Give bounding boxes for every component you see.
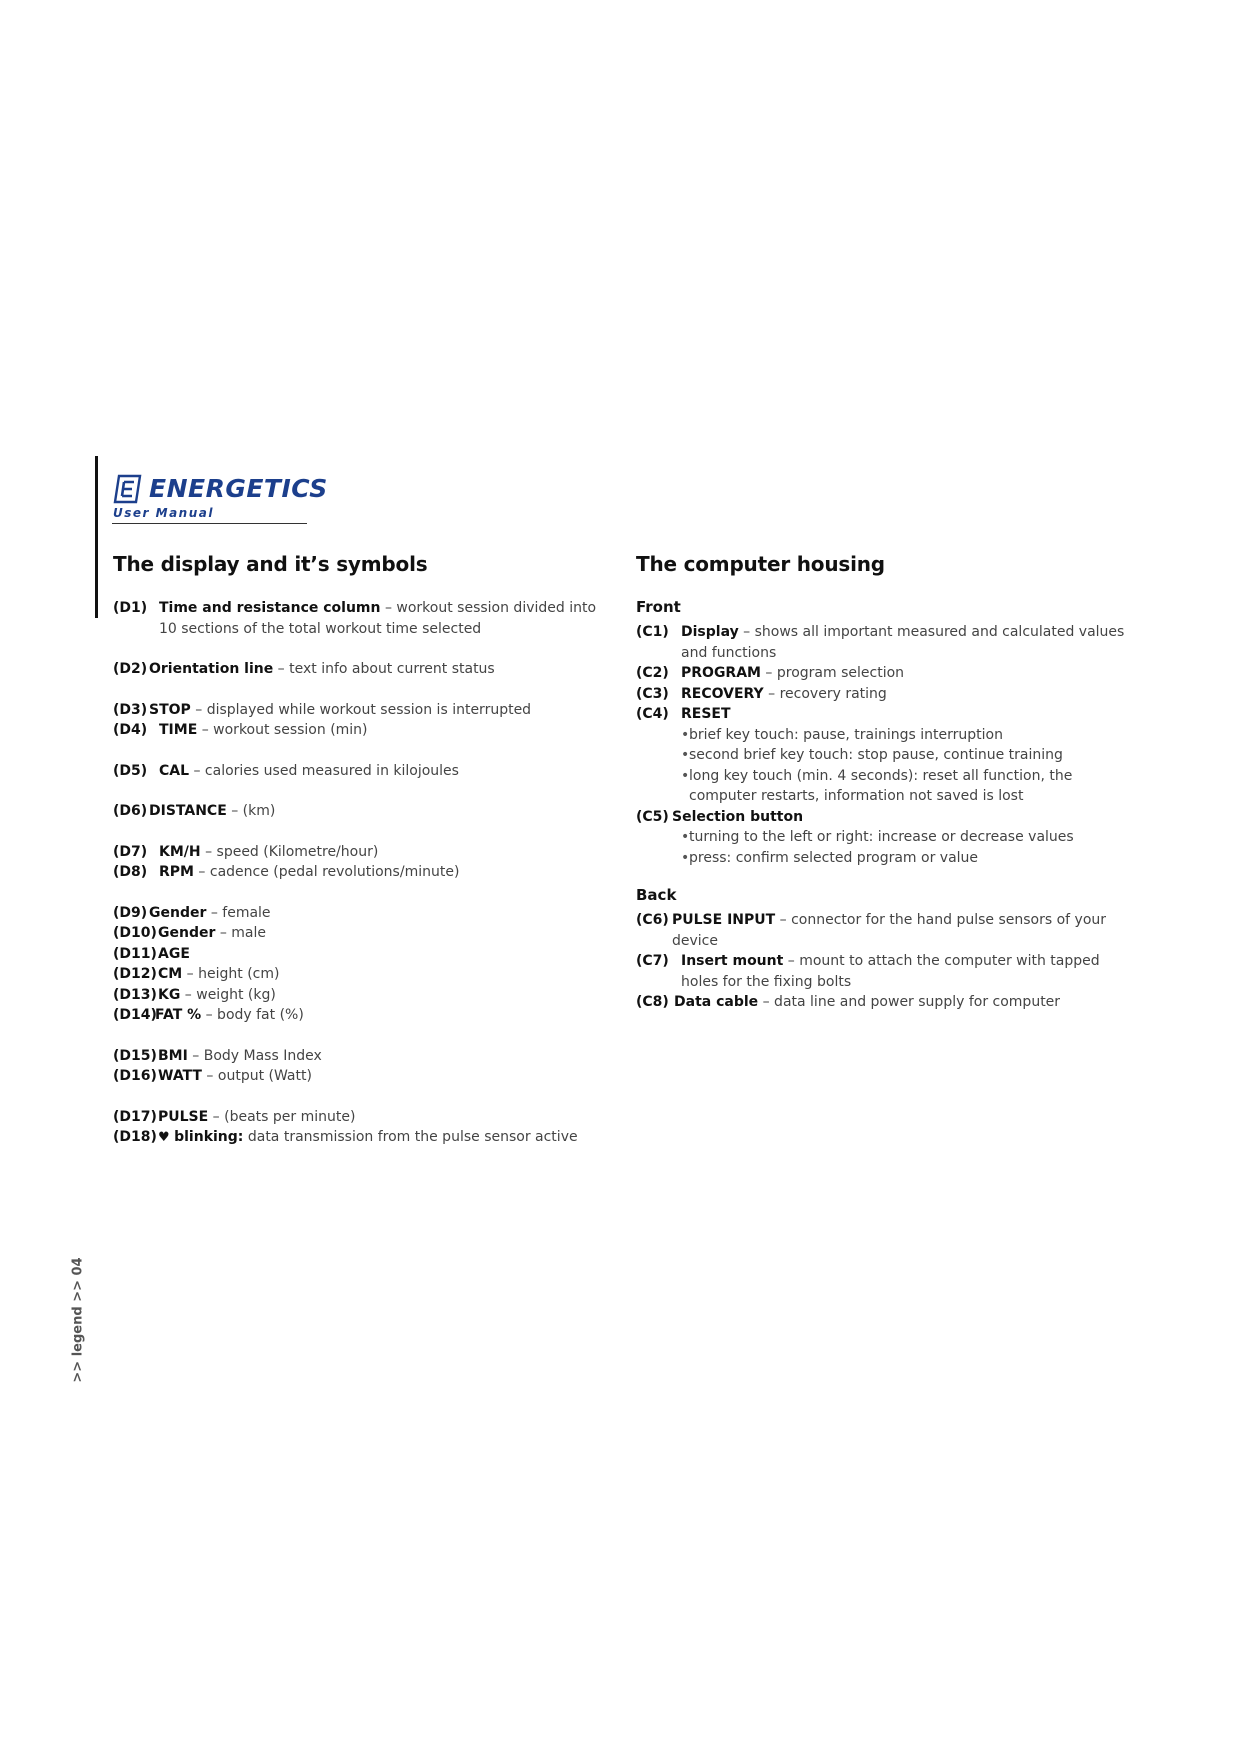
legend-item-d6: (D6) DISTANCE – (km) xyxy=(113,803,276,819)
reset-bullet: • second brief key touch: stop pause, continue training xyxy=(681,745,1136,766)
legend-item-d14: (D14) FAT % – body fat (%) xyxy=(113,1007,304,1023)
legend-item-d5: (D5) CAL – calories used measured in kilojoules xyxy=(113,762,459,779)
housing-item-c8: (C8) Data cable – data line and power supply for computer xyxy=(636,994,1061,1010)
housing-item-c1: (C1) Display – shows all important measured and calculated values and functions xyxy=(636,624,1125,661)
back-subheading: Back xyxy=(636,886,677,904)
brand-logo xyxy=(112,472,328,524)
housing-item-c7: (C7) Insert mount – mount to attach the computer with tapped holes for the fixing bolts xyxy=(636,953,1100,990)
brand-subtitle: User Manual xyxy=(113,506,214,520)
reset-bullet: • brief key touch: pause, trainings interruption xyxy=(681,725,1136,746)
legend-item-d13: (D13) KG – weight (kg) xyxy=(113,986,276,1003)
legend-item-d11: (D11) AGE xyxy=(113,945,190,962)
legend-item-d18: (D18) ♥ blinking: data transmission from the pulse sensor active xyxy=(113,1129,578,1145)
legend-item-d1: (D1) Time and resistance column – workout session divided into 10 sections of the total workout time selected xyxy=(113,600,597,637)
legend-item-d9: (D9) Gender – female xyxy=(113,904,271,921)
housing-item-c2: (C2) PROGRAM – program selection xyxy=(636,665,905,681)
legend-item-d16: (D16) WATT – output (Watt) xyxy=(113,1068,312,1084)
logo-underline xyxy=(112,523,307,524)
legend-item-d7: (D7) KM/H – speed (Kilometre/hour) xyxy=(113,843,379,860)
display-symbols-section xyxy=(113,552,613,1149)
brand-name: ENERGETICS xyxy=(149,474,328,503)
legend-item-d8: (D8) RPM – cadence (pedal revolutions/minute) xyxy=(113,864,460,880)
section-heading-housing: The computer housing xyxy=(636,552,885,576)
legend-item-d4: (D4) TIME – workout session (min) xyxy=(113,722,368,738)
selection-bullet: • turning to the left or right: increase or decrease values xyxy=(681,827,1136,848)
margin-rule xyxy=(95,456,98,618)
selection-bullet: • press: confirm selected program or value xyxy=(681,848,1136,869)
legend-item-d10: (D10) Gender – male xyxy=(113,925,266,941)
front-subheading: Front xyxy=(636,598,681,616)
computer-housing-section xyxy=(636,552,1136,1013)
page-side-label: >> legend >> 04 xyxy=(70,1257,86,1383)
legend-item-d17: (D17) PULSE – (beats per minute) xyxy=(113,1108,356,1125)
energetics-logo-icon xyxy=(112,474,142,504)
housing-item-c5: (C5) Selection button • turning to the left or right: increase or decrease values • press: confirm selected program or value xyxy=(636,807,1136,869)
heart-icon: ♥ xyxy=(158,1130,170,1145)
section-heading-display: The display and it’s symbols xyxy=(113,552,428,576)
legend-item-d12: (D12) CM – height (cm) xyxy=(113,966,280,982)
reset-bullet: • long key touch (min. 4 seconds): reset all function, the computer restarts, information not saved is lost xyxy=(681,766,1136,807)
legend-item-d2: (D2) Orientation line – text info about current status xyxy=(113,661,495,677)
housing-item-c6: (C6) PULSE INPUT – connector for the hand pulse sensors of your device xyxy=(636,912,1107,949)
housing-item-c3: (C3) RECOVERY – recovery rating xyxy=(636,685,887,702)
legend-item-d3: (D3) STOP – displayed while workout session is interrupted xyxy=(113,701,532,718)
legend-item-d15: (D15) BMI – Body Mass Index xyxy=(113,1047,322,1064)
housing-item-c4: (C4) RESET • brief key touch: pause, trainings interruption • second brief key touch: stop pause, continue training • long key touch (min. 4 seconds): reset all function, the computer restarts, information not saved is lost xyxy=(636,704,1136,807)
